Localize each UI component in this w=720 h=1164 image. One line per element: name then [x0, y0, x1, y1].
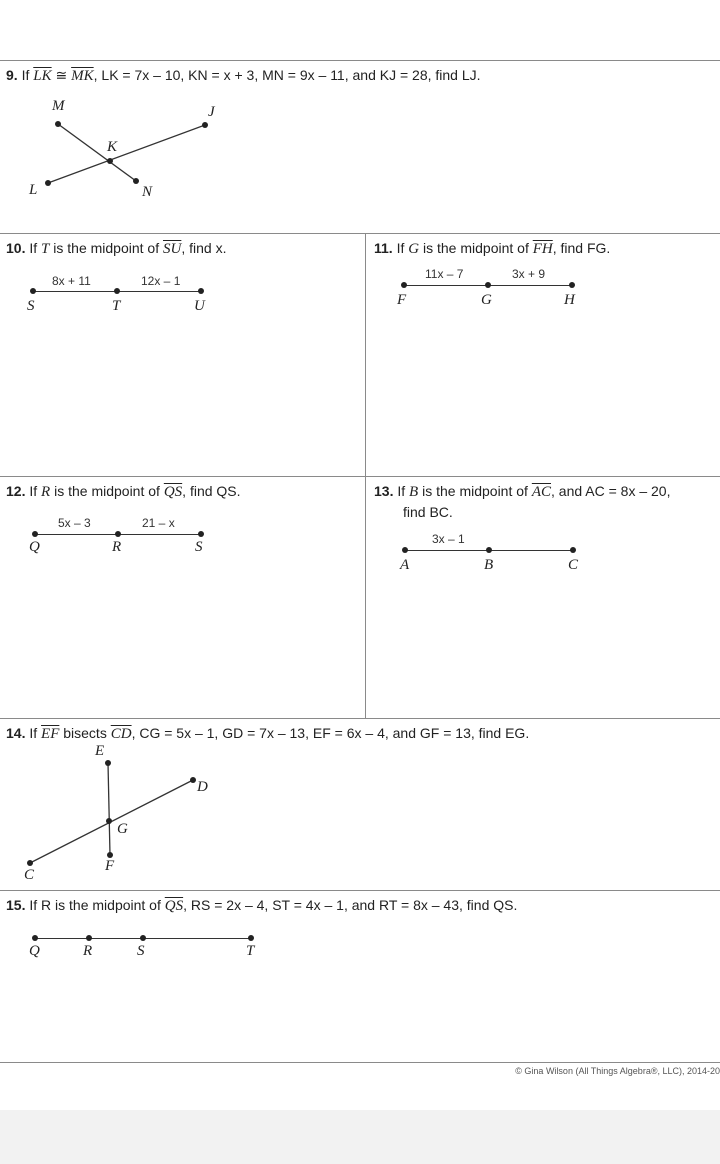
point-a [402, 547, 408, 553]
label-r: R [112, 539, 122, 555]
expression-rs: 21 – x [142, 516, 175, 530]
label-r: R [83, 943, 93, 959]
label-h: H [564, 292, 575, 308]
problem-12: 12. If R is the midpoint of $\overline{QS}$, find QS. [6, 483, 241, 500]
problem-number: 9. [6, 67, 18, 83]
label-g: G [117, 821, 128, 837]
problem-11: 11. If G is the midpoint of $\overline{FH}$, find FG. [374, 240, 611, 257]
point-u [198, 288, 204, 294]
problem-13: 13. If B is the midpoint of $\overline{AC}$, and AC = 8x – 20, [374, 483, 671, 500]
segment-cd: $\overline{CD}$ [110, 726, 132, 742]
point-c [570, 547, 576, 553]
problem-number: 13. [374, 483, 394, 499]
segment-fh: $\overline{FH}$ [532, 241, 553, 257]
label-f: F [105, 858, 115, 874]
label-g: G [481, 292, 492, 308]
expression-st: 8x + 11 [52, 274, 91, 288]
problem-number: 11. [374, 240, 393, 256]
point-q [32, 935, 38, 941]
copyright-footer: © Gina Wilson (All Things Algebra®, LLC), 2014-20 [515, 1066, 720, 1076]
label-k: K [107, 139, 118, 155]
problem-number: 10. [6, 240, 26, 256]
label-e: E [95, 743, 105, 759]
expression-ab: 3x – 1 [432, 532, 465, 546]
expression-tu: 12x – 1 [141, 274, 181, 288]
problem-10: 10. If T is the midpoint of $\overline{SU}$, find x. [6, 240, 227, 257]
point-k [107, 158, 113, 164]
segment-su: $\overline{SU}$ [163, 241, 182, 257]
point-n [133, 178, 139, 184]
point-f [401, 282, 407, 288]
point-t [248, 935, 254, 941]
problem-14: 14. If $\overline{EF}$ bisects $\overline{CD}$, CG = 5x – 1, GD = 7x – 13, EF = 6x – 4, and GF = 13, find EG. [6, 725, 530, 742]
label-s: S [27, 298, 35, 314]
point-c [27, 860, 33, 866]
label-t: T [246, 943, 255, 959]
expression-qr: 5x – 3 [58, 516, 91, 530]
point-j [202, 122, 208, 128]
problem-number: 15. [6, 897, 26, 913]
point-t [114, 288, 120, 294]
label-s: S [195, 539, 203, 555]
expression-fg: 11x – 7 [425, 267, 464, 281]
problem-15: 15. If R is the midpoint of $\overline{QS}$, RS = 2x – 4, ST = 4x – 1, and RT = 8x – 43, find QS. [6, 897, 518, 914]
label-c: C [568, 557, 579, 573]
point-s [140, 935, 146, 941]
problem-13-line-2: find BC. [403, 504, 453, 520]
point-l [45, 180, 51, 186]
problem-number: 14. [6, 725, 26, 741]
segment-mk: $\overline{MK}$ [71, 68, 94, 84]
point-r [86, 935, 92, 941]
point-s [30, 288, 36, 294]
label-q: Q [29, 539, 40, 555]
segment-ef: $\overline{EF}$ [41, 726, 60, 742]
bottom-grey-area [0, 1110, 720, 1164]
point-e [105, 760, 111, 766]
label-j: J [208, 104, 215, 120]
label-n: N [142, 184, 153, 200]
label-m: M [52, 98, 65, 114]
point-b [486, 547, 492, 553]
label-f: F [397, 292, 407, 308]
problem-9: 9. If $\overline{LK}$ ≅ $\overline{MK}$, LK = 7x – 10, KN = x + 3, MN = 9x – 11, and KJ = 28, find LJ. [6, 67, 481, 84]
label-u: U [194, 298, 205, 314]
label-a: A [400, 557, 410, 573]
label-t: T [112, 298, 121, 314]
point-g [485, 282, 491, 288]
expression-gh: 3x + 9 [512, 267, 546, 281]
segment-lk: $\overline{LK}$ [33, 68, 52, 84]
point-h [569, 282, 575, 288]
point-d [190, 777, 196, 783]
problem-number: 12. [6, 483, 26, 499]
segment-ac: $\overline{AC}$ [531, 484, 551, 500]
segment-qs: $\overline{QS}$ [163, 484, 183, 500]
point-q [32, 531, 38, 537]
segment-qs: $\overline{QS}$ [164, 898, 184, 914]
label-d: D [197, 779, 208, 795]
label-c: C [24, 867, 35, 883]
label-q: Q [29, 943, 40, 959]
point-g [106, 818, 112, 824]
label-s: S [137, 943, 145, 959]
point-m [55, 121, 61, 127]
point-s [198, 531, 204, 537]
label-l: L [29, 182, 38, 198]
label-b: B [484, 557, 494, 573]
point-r [115, 531, 121, 537]
